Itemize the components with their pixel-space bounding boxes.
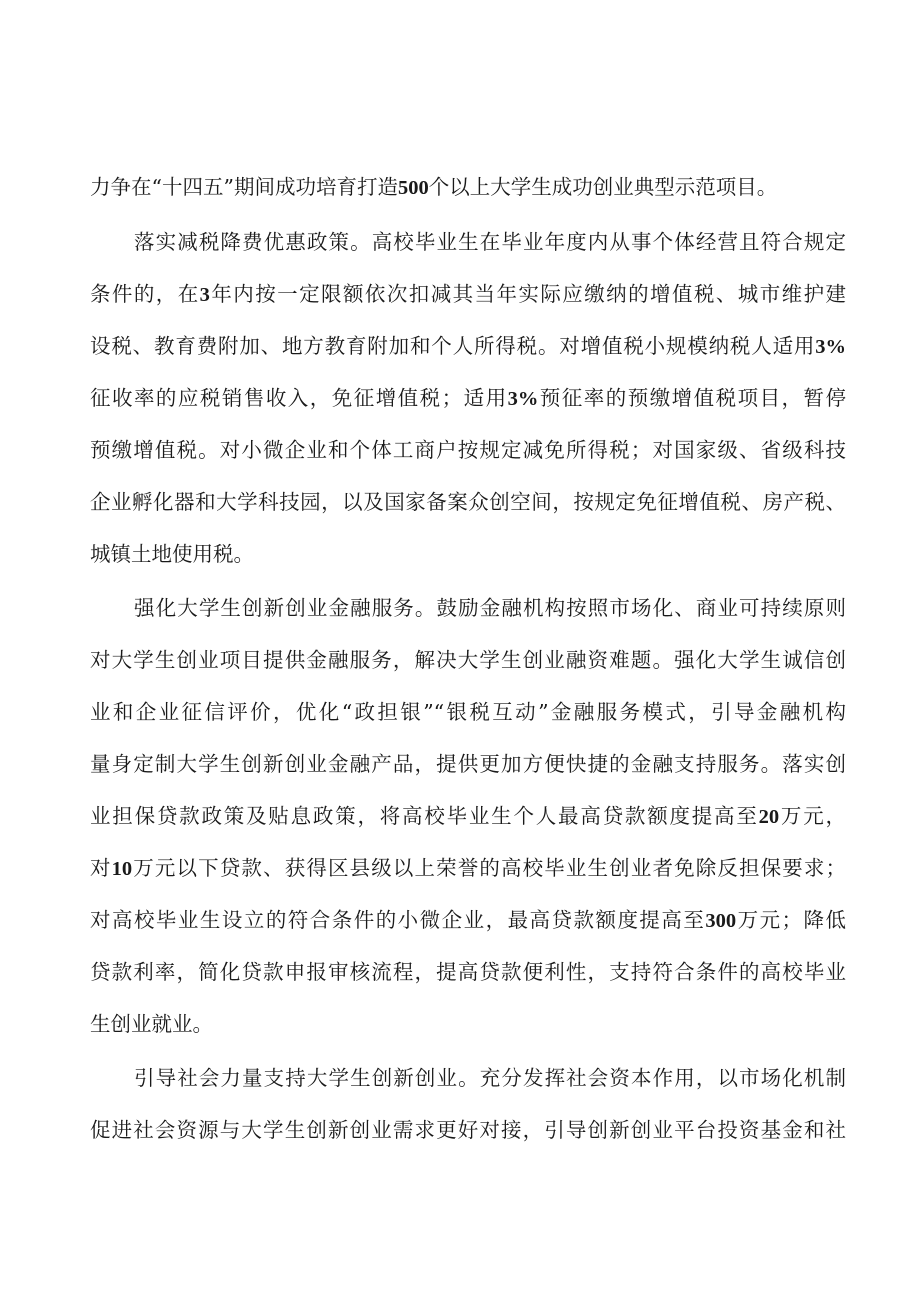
- text-line: 企业孵化器和大学科技园，以及国家备案众创空间，按规定免征增值税、房产税、: [90, 490, 846, 514]
- text-line: 城镇土地使用税。: [90, 542, 254, 566]
- text-line: 业和企业征信评价，优化“政担银”“银税互动”金融服务模式，引导金融机构: [90, 700, 846, 724]
- number-text: 3: [199, 284, 210, 306]
- paragraph-first-line: 落实减税降费优惠政策。高校毕业生在毕业年度内从事个体经营且符合规定: [134, 230, 846, 254]
- number-text: 10: [111, 858, 133, 880]
- text-line: 对高校毕业生设立的符合条件的小微企业，最高贷款额度提高至300万元；降低: [90, 908, 847, 932]
- text-line: 对大学生创业项目提供金融服务，解决大学生创业融资难题。强化大学生诚信创: [90, 648, 846, 672]
- text-line: 征收率的应税销售收入，免征增值税；适用3%预征率的预缴增值税项目，暂停: [90, 386, 847, 410]
- text-line: 条件的，在3年内按一定限额依次扣减其当年实际应缴纳的增值税、城市维护建: [90, 282, 847, 306]
- paragraph-first-line: 引导社会力量支持大学生创新创业。充分发挥社会资本作用，以市场化机制: [134, 1066, 846, 1090]
- text-line: 对10万元以下贷款、获得区县级以上荣誉的高校毕业生创业者免除反担保要求；: [90, 856, 847, 880]
- text-line: 预缴增值税。对小微企业和个体工商户按规定减免所得税；对国家级、省级科技: [90, 438, 846, 462]
- text-line: 生创业就业。: [90, 1012, 213, 1036]
- text-line: 业担保贷款政策及贴息政策，将高校毕业生个人最高贷款额度提高至20万元，: [90, 804, 847, 828]
- paragraph-first-line: 强化大学生创新创业金融服务。鼓励金融机构按照市场化、商业可持续原则: [134, 596, 846, 620]
- number-text: 20: [758, 806, 780, 828]
- text-line: 促进社会资源与大学生创新创业需求更好对接，引导创新创业平台投资基金和社: [90, 1118, 846, 1142]
- text-line: 力争在“十四五”期间成功培育打造500个以上大学生成功创业典型示范项目。: [90, 175, 778, 199]
- number-text: 500: [397, 177, 429, 199]
- text-line: 贷款利率，简化贷款申报审核流程，提高贷款便利性，支持符合条件的高校毕业: [90, 960, 846, 984]
- text-line: 量身定制大学生创新创业金融产品，提供更加方便快捷的金融支持服务。落实创: [90, 752, 846, 776]
- number-text: 300: [705, 910, 737, 932]
- number-text: 3%: [507, 388, 539, 410]
- number-text: 3%: [815, 336, 846, 358]
- text-line: 设税、教育费附加、地方教育附加和个人所得税。对增值税小规模纳税人适用3%: [90, 334, 846, 358]
